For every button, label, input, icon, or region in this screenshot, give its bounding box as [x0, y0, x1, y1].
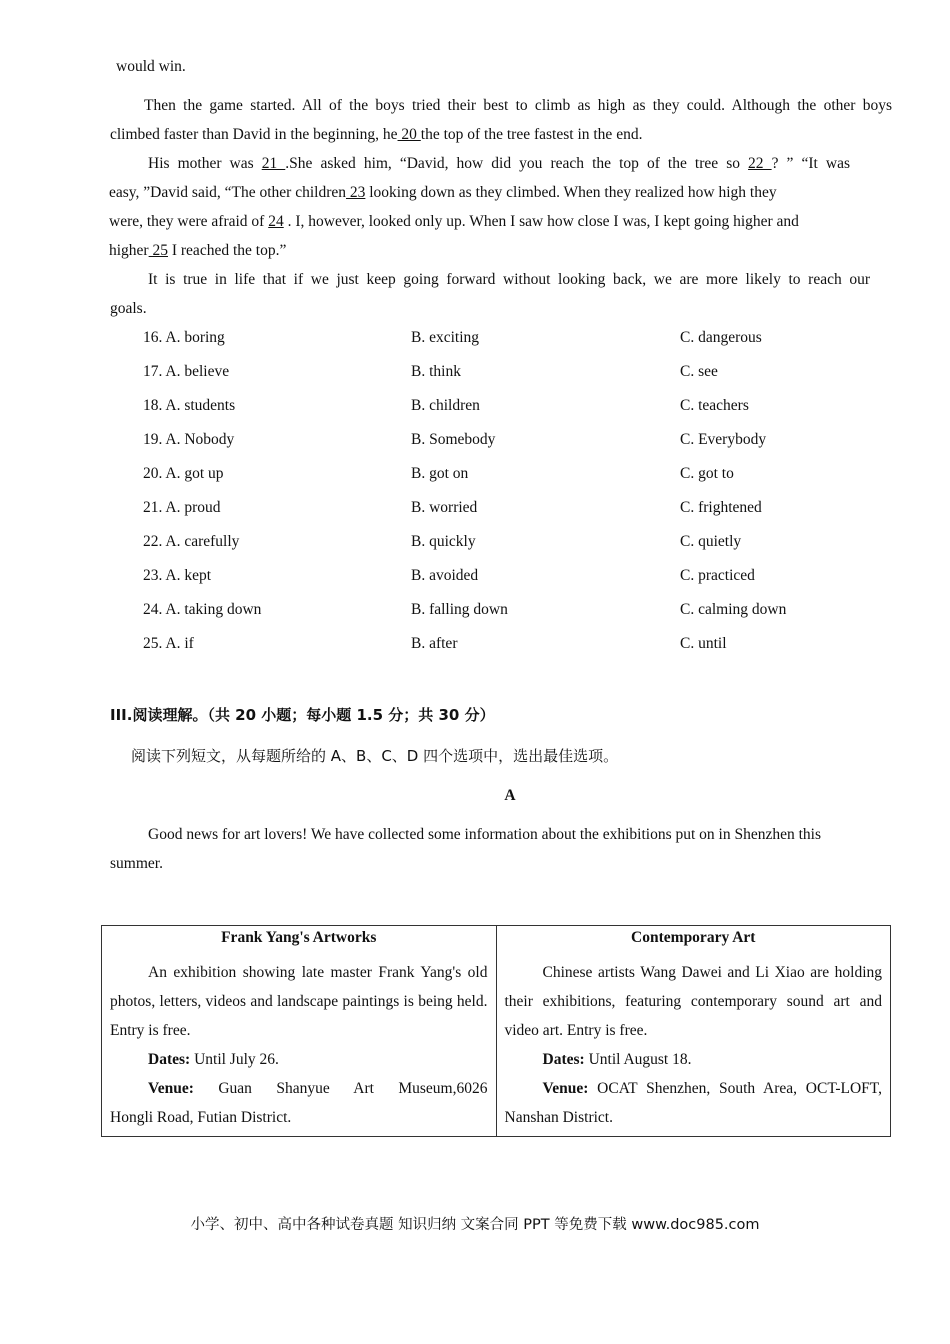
- venue-label: Venue:: [542, 1080, 589, 1097]
- exhibition-title: Contemporary Art: [631, 929, 756, 946]
- exhibition-table: [101, 925, 891, 1137]
- option-c: C. calming down: [680, 601, 787, 618]
- option-b: B. exciting: [411, 329, 480, 346]
- intro-line: summer.: [110, 855, 163, 872]
- text: the top of the tree fastest in the end.: [420, 126, 643, 143]
- option-a: 23. A. kept: [143, 567, 212, 584]
- exhibition-dates: [505, 1045, 883, 1074]
- exhibition-venue-cont: Hongli Road, Futian District.: [110, 1109, 292, 1126]
- exhibition-cell-left: [102, 926, 497, 1137]
- blank-20: 20: [397, 126, 421, 143]
- dates-value: Until August 18.: [584, 1051, 692, 1068]
- option-a: 16. A. boring: [143, 329, 225, 346]
- page-footer: 小学、初中、高中各种试卷真题 知识归纳 文案合同 PPT 等免费下载 www.doc985.com: [190, 1217, 760, 1233]
- exhibition-dates: [110, 1045, 488, 1074]
- passage-line: [109, 213, 871, 231]
- option-c: C. got to: [680, 465, 734, 482]
- exhibition-description: Chinese artists Wang Dawei and Li Xiao are holding their exhibitions, featuring contemporary sound art and video art. Entry is free.: [504, 964, 882, 1039]
- exhibition-description: An exhibition showing late master Frank Yang's old photos, letters, videos and landscape paintings is being held. Entry is free.: [110, 964, 488, 1039]
- option-b: B. got on: [411, 465, 469, 482]
- blank-25: 25: [148, 242, 168, 259]
- option-a: 17. A. believe: [143, 363, 230, 380]
- passage-line: goals.: [110, 300, 147, 317]
- exhibition-cell-right: [496, 926, 891, 1137]
- passage-label: A: [504, 787, 516, 804]
- venue-value: Guan Shanyue Art Museum,6026: [193, 1080, 488, 1097]
- passage-line: [109, 242, 891, 260]
- blank-22: 22: [748, 155, 772, 172]
- text: looking down as they climbed. When they realized how high they: [365, 184, 777, 201]
- text: ? ” “It was: [771, 155, 850, 172]
- option-a: 20. A. got up: [143, 465, 224, 482]
- text: were, they were afraid of: [109, 213, 269, 230]
- exhibition-venue: [110, 1074, 488, 1103]
- passage-line: would win.: [116, 58, 186, 75]
- venue-label: Venue:: [148, 1080, 194, 1097]
- exhibition-venue: [505, 1074, 883, 1103]
- exhibition-title: Frank Yang's Artworks: [221, 929, 377, 946]
- option-b: B. worried: [411, 499, 478, 516]
- section-heading: III.阅读理解。（共 20 小题；每小题 1.5 分；共 30 分）: [110, 706, 495, 724]
- passage-line: Then the game started. All of the boys tried their best to climb as high as they could. Although the other boys: [144, 97, 892, 114]
- option-c: C. until: [680, 635, 727, 652]
- dates-label: Dates:: [148, 1051, 191, 1068]
- option-a: 21. A. proud: [143, 499, 221, 516]
- option-c: C. Everybody: [680, 431, 767, 448]
- blank-24: 24: [268, 213, 284, 230]
- option-c: C. practiced: [680, 567, 755, 584]
- venue-value: OCAT Shenzhen, South Area, OCT-LOFT,: [588, 1080, 882, 1097]
- text: His mother was: [148, 155, 262, 172]
- option-c: C. teachers: [680, 397, 749, 414]
- option-b: B. quickly: [411, 533, 476, 550]
- option-c: C. see: [680, 363, 718, 380]
- option-c: C. dangerous: [680, 329, 762, 346]
- passage-line: [148, 155, 850, 173]
- option-b: B. falling down: [411, 601, 508, 618]
- text: . I, however, looked only up. When I saw how close I was, I kept going higher and: [283, 213, 799, 230]
- blank-23: 23: [346, 184, 366, 201]
- option-b: B. Somebody: [411, 431, 496, 448]
- dates-value: Until July 26.: [190, 1051, 279, 1068]
- option-a: 19. A. Nobody: [143, 431, 235, 448]
- option-b: B. think: [411, 363, 461, 380]
- text: .She asked him, “David, how did you reach the top of the tree so: [285, 155, 749, 172]
- option-b: B. children: [411, 397, 480, 414]
- text: higher: [109, 242, 149, 259]
- option-c: C. quietly: [680, 533, 742, 550]
- intro-line: Good news for art lovers! We have collected some information about the exhibitions put on in Shenzhen this: [148, 826, 821, 843]
- text: climbed faster than David in the beginning, he: [110, 126, 398, 143]
- option-a: 18. A. students: [143, 397, 236, 414]
- option-a: 22. A. carefully: [143, 533, 240, 550]
- option-a: 25. A. if: [143, 635, 194, 652]
- option-c: C. frightened: [680, 499, 762, 516]
- option-b: B. avoided: [411, 567, 479, 584]
- passage-line: [109, 184, 871, 202]
- passage-line: [110, 126, 892, 144]
- passage-line: It is true in life that if we just keep going forward without looking back, we are more likely to reach our: [148, 271, 870, 288]
- dates-label: Dates:: [542, 1051, 585, 1068]
- option-b: B. after: [411, 635, 458, 652]
- option-a: 24. A. taking down: [143, 601, 262, 618]
- text: easy, ”David said, “The other children: [109, 184, 346, 201]
- blank-21: 21: [261, 155, 286, 172]
- section-instruction: 阅读下列短文，从每题所给的 A、B、C、D 四个选项中，选出最佳选项。: [131, 747, 619, 765]
- exhibition-venue-cont: Nanshan District.: [504, 1109, 613, 1126]
- text: I reached the top.”: [167, 242, 287, 259]
